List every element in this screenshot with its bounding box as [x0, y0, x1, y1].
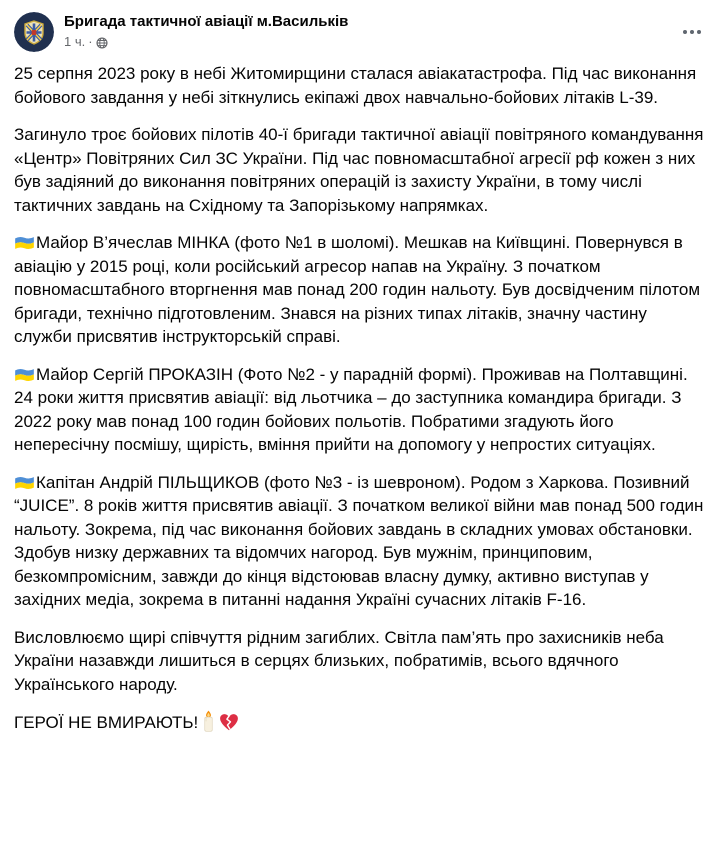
post-paragraph [14, 123, 708, 217]
post-text: Майор Сергій ПРОКАЗІН (Фото №2 - у парадній формі). Проживав на Полтавщині. 24 роки життя присвятив авіації: від льотчика – до заступника командира бригади. З 2022 року мав понад 100 годин бойових польотів. Побратими згадують його непересічну посмішу, щирість, вміння прийти на допомогу у непростих ситуаціях. [14, 364, 688, 454]
ukraine-flag-icon [14, 235, 35, 251]
post-paragraph [14, 231, 708, 349]
post-text: Загинуло троє бойових пілотів 40-ї бригади тактичної авіації повітряного командування «Центр» Повітряних Сил ЗС України. Під час повномасштабної агресії рф кожен з них був задіяний до виконання повітряних операцій із захисту України, в тому числі тактичних завдань на Східному та Запорізькому напрямках. [14, 125, 704, 215]
post-text: Висловлюємо щирі співчуття рідним загиблих. Світла пам’ять про захисників неба України назавжди лишиться в серцях близьких, побратимів, всього вдячного Українського народу. [14, 627, 664, 694]
header-text [64, 8, 676, 50]
meta-separator: · [88, 34, 93, 49]
candle-icon [202, 710, 215, 732]
post-meta [64, 34, 676, 50]
post-text: ГЕРОЇ НЕ ВМИРАЮТЬ! [14, 713, 199, 732]
post-text: 25 серпня 2023 року в небі Житомирщини сталася авіакатастрофа. Під час виконання бойового завдання у небі зіткнулись екіпажі двох навчально-бойових літаків L-39. [14, 64, 697, 107]
page-name[interactable]: Бригада тактичної авіації м.Васильків [64, 13, 349, 30]
post-paragraph [14, 626, 708, 697]
post-paragraph [14, 62, 708, 109]
ukraine-flag-icon [14, 367, 35, 383]
post-paragraph [14, 363, 708, 457]
broken-heart-icon [219, 713, 239, 732]
ellipsis-icon [683, 30, 687, 34]
timestamp[interactable]: 1 ч. [64, 34, 86, 49]
post-paragraph [14, 710, 708, 735]
post-paragraph [14, 471, 708, 612]
post-text: Майор В’ячеслав МІНКА (фото №1 в шоломі). Мешкав на Київщині. Повернувся в авіацію у 2015 році, коли російський агресор напав на Україну. З початком повномасштабного вторгнення мав понад 200 годин нальоту. Був досвідченим пілотом бригади, технічно підготовленим. Знався на різних типах літаків, значну частину служби присвятив інструкторській справі. [14, 233, 701, 346]
globe-icon [96, 37, 108, 49]
ukraine-flag-icon [14, 475, 35, 491]
avatar[interactable] [14, 12, 54, 52]
more-options-button[interactable] [676, 16, 708, 48]
post-header [0, 0, 724, 58]
brigade-emblem-icon [14, 12, 54, 52]
post-text: Капітан Андрій ПІЛЬЩИКОВ (фото №3 - із шевроном). Родом з Харкова. Позивний “JUICE”. 8 років життя присвятив авіації. З початком великої війни мав понад 500 годин нальоту. Зокрема, під час виконання бойових завдань в складних умовах обстановки. Здобув низку державних та відомчих нагород. Був мужнім, принциповим, безкомпромісним, завжди до кінця відстоював власну думку, активно виступав у західних медіа, зокрема в питанні надання Україні сучасних літаків F-16. [14, 472, 704, 609]
post-body [0, 58, 724, 741]
